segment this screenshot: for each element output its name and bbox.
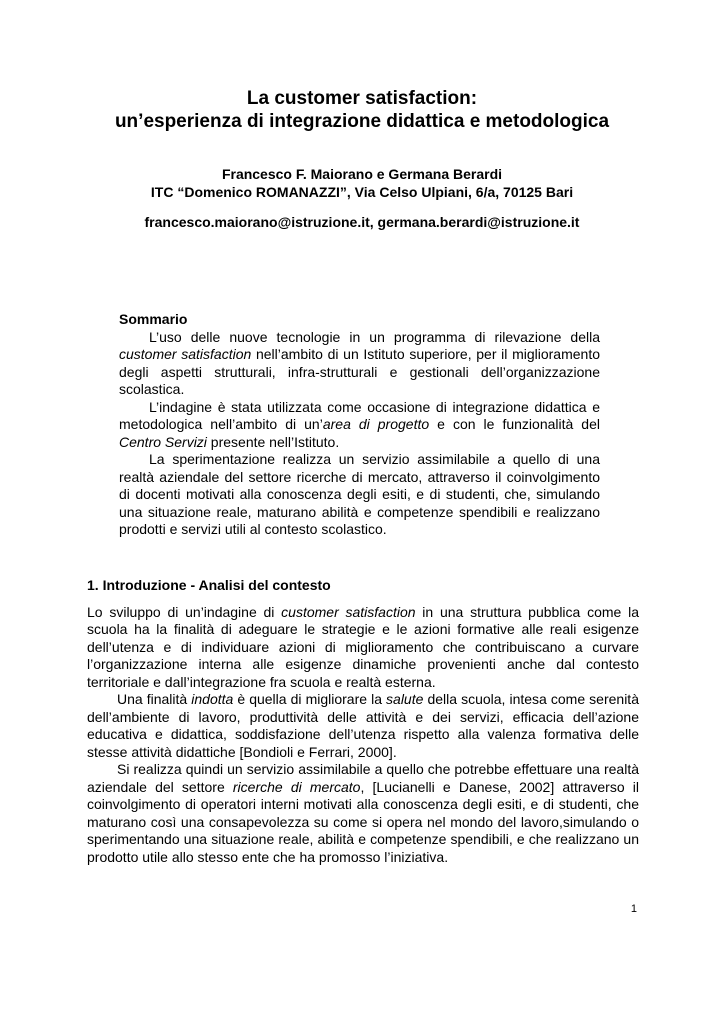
abstract-paragraph-2: L’indagine è stata utilizzata come occasione di integrazione didattica e metodologica nell’ambito di un’area di progetto e con le funzionalità del Centro Servizi presente nell’Istituto. bbox=[119, 398, 600, 450]
section-paragraph-2: Una finalità indotta è quella di migliorare la salute della scuola, intesa come serenità dell’ambiente di lavoro, produttività delle attività e dei servizi, efficacia dell’azione educativa e didattica, soddisfazione dell’utenza rispetto alla valenza formativa delle stesse attività didattiche [Bondioli e Ferrari, 2000]. bbox=[87, 691, 639, 760]
abstract-paragraph-1: L’uso delle nuove tecnologie in un programma di rilevazione della customer satisfaction nell’ambito di un Istituto superiore, per il miglioramento degli aspetti strutturali, infra-strutturali e gestionali dell’organizzazione scolastica. bbox=[119, 328, 601, 397]
section-paragraph-3: Si realizza quindi un servizio assimilabile a quello che potrebbe effettuare una realtà aziendale del settore ricerche di mercato, [Lucianelli e Danese, 2002] attraverso il coinvolgimento di operatori interni motivati alla conoscenza degli esiti, e di studenti, che maturano così una consapevolezza su come si opera nel mondo del lavoro,simulando o sperimentando una situazione reale, abilità e competenze spendibili, e che realizzano un prodotto utile allo stesso ente che ha promosso l’iniziativa. bbox=[87, 761, 639, 865]
author-emails: francesco.maiorano@istruzione.it, germana.berardi@istruzione.it bbox=[144, 214, 580, 230]
section-heading: 1. Introduzione - Analisi del contesto bbox=[87, 577, 331, 593]
page-number: 1 bbox=[630, 903, 637, 915]
section-paragraph-1: Lo sviluppo di un’indagine di customer satisfaction in una struttura pubblica come la scuola ha la finalità di adeguare le strategie e le azioni formative alle reali esigenze dell’utenza e di individuare azioni di miglioramento che contribuiscano a curvare l’organizzazione interna alle esigenze dinamiche provenienti anche dal contesto territoriale e dall’integrazione fra scuola e realtà esterna. bbox=[87, 603, 639, 690]
section-introduction bbox=[87, 577, 639, 866]
abstract-heading: Sommario bbox=[119, 311, 188, 327]
abstract-paragraph-3: La sperimentazione realizza un servizio assimilabile a quello di una realtà aziendale del settore ricerche di mercato, attraverso il coinvolgimento di docenti motivati alla conoscenza degli esiti, e di studenti, che, simulando una situazione reale, maturano abilità e competenze spendibili e realizzano prodotti e servizi utili al contesto scolastico. bbox=[119, 451, 600, 537]
paper-title-line-2: un’esperienza di integrazione didattica e metodologica bbox=[114, 111, 610, 132]
abstract bbox=[119, 311, 600, 539]
author-names: Francesco F. Maiorano e Germana Berardi bbox=[221, 166, 503, 182]
author-affiliation: ITC “Domenico ROMANAZZI”, Via Celso Ulpiani, 6/a, 70125 Bari bbox=[150, 184, 574, 200]
paper-title-line-1: La customer satisfaction: bbox=[246, 88, 478, 109]
